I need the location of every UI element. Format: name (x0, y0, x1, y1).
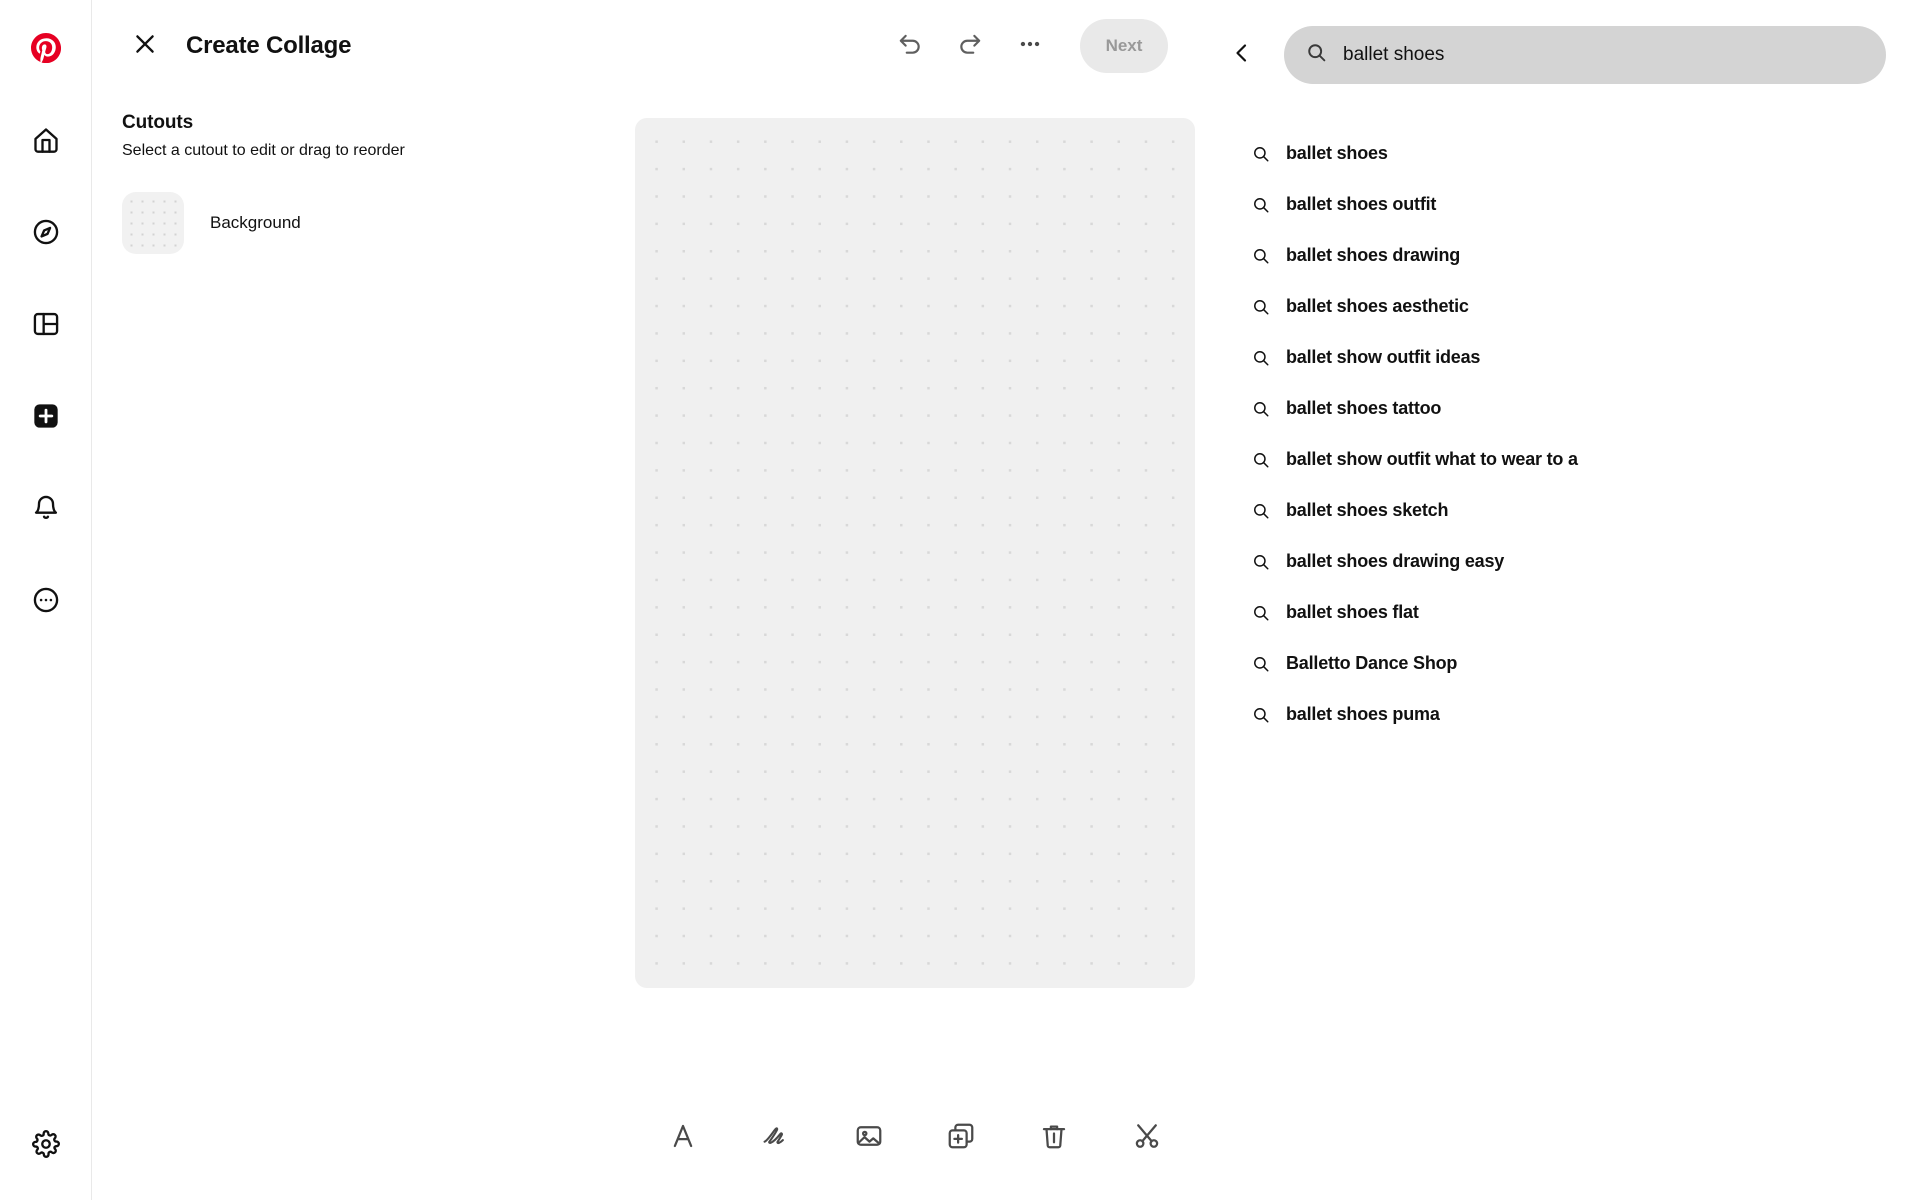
trash-icon (1039, 1121, 1069, 1156)
cutout-thumbnail[interactable] (122, 192, 184, 254)
editor-topbar (92, 0, 1204, 92)
editor-toolbar (635, 1110, 1195, 1166)
scissors-icon (1132, 1121, 1162, 1156)
close-button[interactable] (122, 23, 168, 69)
list-item[interactable] (1204, 281, 1920, 332)
cut-tool-button[interactable] (1119, 1110, 1175, 1166)
chat-icon (32, 586, 60, 619)
text-tool-button[interactable] (655, 1110, 711, 1166)
text-icon (668, 1121, 698, 1156)
list-item[interactable] (1204, 638, 1920, 689)
page-title: Create Collage (186, 32, 352, 59)
cutouts-subheading: Select a cutout to edit or drag to reorder (122, 142, 405, 159)
search-box[interactable] (1284, 26, 1886, 84)
sidebar-item-create[interactable] (18, 390, 74, 446)
next-button[interactable]: Next (1080, 19, 1168, 73)
suggestion-label: Balletto Dance Shop (1286, 653, 1458, 673)
search-input[interactable] (1343, 44, 1864, 66)
draw-tool-button[interactable] (748, 1110, 804, 1166)
sidebar-item-settings[interactable] (18, 1118, 74, 1174)
plus-square-icon (32, 402, 60, 435)
sidebar-item-messages[interactable] (18, 574, 74, 630)
undo-icon (897, 31, 923, 62)
undo-button[interactable] (884, 20, 936, 72)
cutouts-heading: Cutouts (122, 112, 194, 133)
collage-editor (92, 0, 1204, 1200)
list-item[interactable] (1204, 536, 1920, 587)
suggestion-label: ballet shoes tattoo (1286, 398, 1442, 418)
search-icon (1252, 604, 1286, 622)
search-row (1204, 26, 1920, 84)
search-icon (1252, 145, 1286, 163)
list-item[interactable] (1204, 689, 1920, 740)
pinterest-logo-button[interactable] (18, 22, 74, 78)
list-item[interactable] (1204, 128, 1920, 179)
suggestion-label: ballet shoes flat (1286, 602, 1419, 622)
back-button[interactable] (1218, 31, 1266, 79)
compass-icon (32, 218, 60, 251)
back-chevron-icon (1230, 41, 1254, 70)
cutout-label: Background (210, 213, 301, 232)
list-item[interactable] (122, 192, 492, 254)
delete-tool-button[interactable] (1026, 1110, 1082, 1166)
left-nav-rail (0, 0, 92, 1200)
suggestion-label: ballet shoes outfit (1286, 194, 1437, 214)
suggestion-label: ballet shoes aesthetic (1286, 296, 1469, 316)
search-icon (1252, 298, 1286, 316)
search-icon (1252, 655, 1286, 673)
list-item[interactable] (1204, 587, 1920, 638)
search-suggestions-list (1204, 128, 1920, 740)
search-icon (1252, 553, 1286, 571)
bell-icon (32, 494, 60, 527)
topbar-actions (884, 19, 1168, 73)
suggestion-label: ballet shoes drawing easy (1286, 551, 1505, 571)
search-icon (1306, 42, 1327, 68)
list-item[interactable] (1204, 230, 1920, 281)
sidebar-item-home[interactable] (18, 114, 74, 170)
sidebar-item-explore[interactable] (18, 206, 74, 262)
suggestion-label: ballet shoes drawing (1286, 245, 1461, 265)
list-item[interactable] (1204, 332, 1920, 383)
search-icon (1252, 706, 1286, 724)
search-icon (1252, 349, 1286, 367)
suggestion-label: ballet show outfit what to wear to a (1286, 449, 1578, 469)
search-icon (1252, 451, 1286, 469)
suggestion-label: ballet show outfit ideas (1286, 347, 1481, 367)
list-item[interactable] (1204, 179, 1920, 230)
gear-icon (32, 1130, 60, 1163)
search-icon (1252, 502, 1286, 520)
list-item[interactable] (1204, 383, 1920, 434)
layout-icon (32, 310, 60, 343)
home-icon (32, 126, 60, 159)
list-item[interactable] (1204, 434, 1920, 485)
redo-icon (957, 31, 983, 62)
ellipsis-icon (1017, 31, 1043, 62)
cutouts-panel (122, 112, 492, 254)
search-panel (1204, 0, 1920, 1200)
more-options-button[interactable] (1004, 20, 1056, 72)
image-icon (854, 1121, 884, 1156)
scribble-icon (760, 1120, 792, 1157)
collage-canvas[interactable] (635, 118, 1195, 988)
list-item[interactable] (1204, 485, 1920, 536)
suggestion-label: ballet shoes (1286, 143, 1388, 163)
search-icon (1252, 247, 1286, 265)
image-tool-button[interactable] (841, 1110, 897, 1166)
sidebar-item-notifications[interactable] (18, 482, 74, 538)
close-icon (132, 31, 158, 62)
suggestion-label: ballet shoes puma (1286, 704, 1440, 724)
suggestion-label: ballet shoes sketch (1286, 500, 1449, 520)
duplicate-tool-button[interactable] (933, 1110, 989, 1166)
sidebar-item-boards[interactable] (18, 298, 74, 354)
redo-button[interactable] (944, 20, 996, 72)
search-icon (1252, 196, 1286, 214)
pinterest-logo-icon (31, 33, 61, 68)
search-icon (1252, 400, 1286, 418)
duplicate-icon (946, 1121, 976, 1156)
